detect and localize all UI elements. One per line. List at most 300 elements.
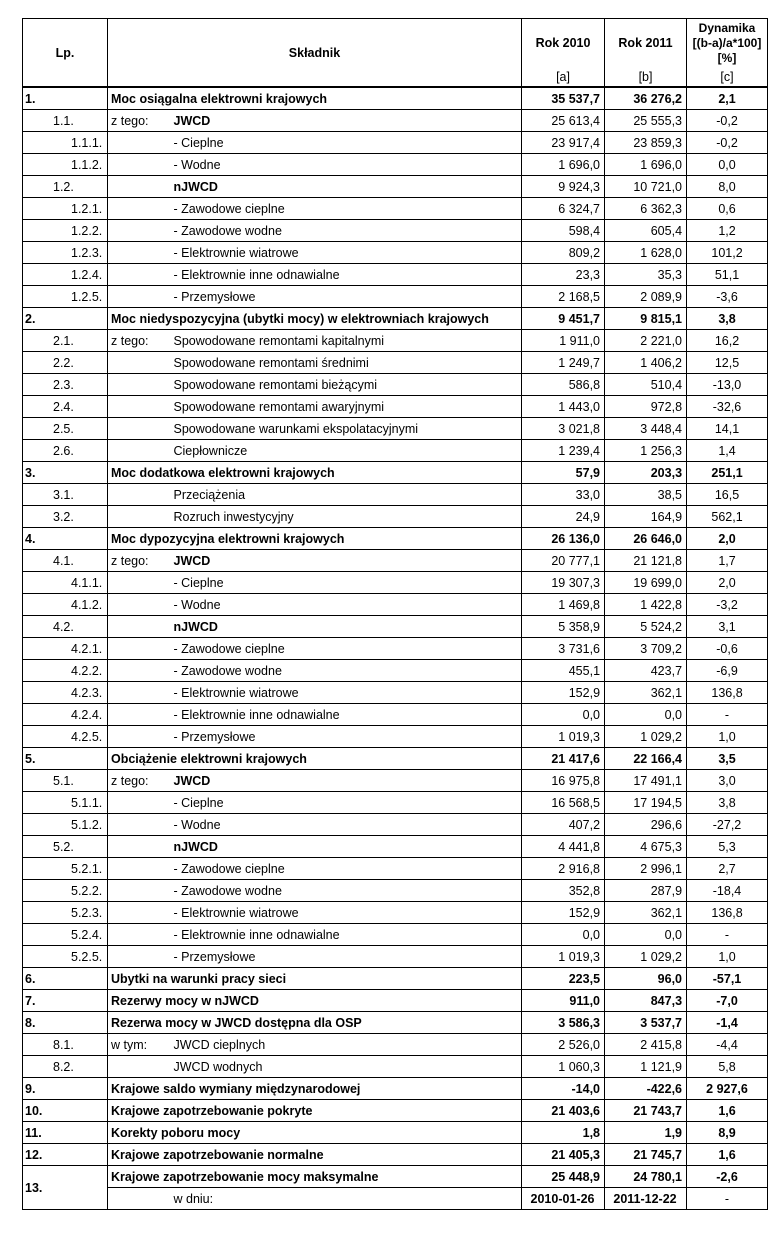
table-row	[23, 902, 768, 924]
row-value-2010: 223,5	[522, 968, 605, 990]
row-lp: 8.2.	[23, 1056, 108, 1078]
table-row	[23, 792, 768, 814]
row-qualifier	[108, 264, 171, 286]
row-qualifier	[108, 440, 171, 462]
row-dynamics: 16,2	[687, 330, 768, 352]
row-value-2011: 2 089,9	[605, 286, 687, 308]
row-qualifier	[108, 726, 171, 748]
row-dynamics: -	[687, 704, 768, 726]
row-name: Spowodowane remontami bieżącymi	[171, 374, 522, 396]
row-value-2011: 362,1	[605, 902, 687, 924]
row-value-2011: 9 815,1	[605, 308, 687, 330]
row-value-2011: 2 415,8	[605, 1034, 687, 1056]
row-value-2010: 3 586,3	[522, 1012, 605, 1034]
row-qualifier	[108, 176, 171, 198]
table-row	[23, 1034, 768, 1056]
row-name: nJWCD	[171, 176, 522, 198]
row-value-2011: 4 675,3	[605, 836, 687, 858]
row-value-2011: 296,6	[605, 814, 687, 836]
row-date-2011: 2011-12-22	[605, 1188, 687, 1210]
row-dynamics: 14,1	[687, 418, 768, 440]
row-value-2010: 3 021,8	[522, 418, 605, 440]
row-lp: 4.1.1.	[23, 572, 108, 594]
row-name: Ciepłownicze	[171, 440, 522, 462]
row-qualifier	[108, 506, 171, 528]
row-lp: 1.2.4.	[23, 264, 108, 286]
table-row	[23, 968, 768, 990]
row-qualifier	[108, 572, 171, 594]
table-row	[23, 506, 768, 528]
row-value-2011: 423,7	[605, 660, 687, 682]
row-value-2011: 10 721,0	[605, 176, 687, 198]
table-row	[23, 704, 768, 726]
row-qualifier	[108, 704, 171, 726]
row-name: Moc niedyspozycyjna (ubytki mocy) w elektrowniach krajowych	[108, 308, 522, 330]
row-value-2010: 21 403,6	[522, 1100, 605, 1122]
row-qualifier: z tego:	[108, 550, 171, 572]
row-dynamics: -7,0	[687, 990, 768, 1012]
table-row	[23, 1122, 768, 1144]
row-value-2010: 1 443,0	[522, 396, 605, 418]
row-value-2011: 24 780,1	[605, 1166, 687, 1188]
table-row	[23, 132, 768, 154]
table-row	[23, 110, 768, 132]
row-lp: 3.1.	[23, 484, 108, 506]
table-row	[23, 660, 768, 682]
table-row	[23, 770, 768, 792]
row-value-2011: 21 745,7	[605, 1144, 687, 1166]
row-qualifier	[108, 352, 171, 374]
row-value-2010: 911,0	[522, 990, 605, 1012]
header-dynamika	[687, 19, 768, 68]
row-value-2011: 2 996,1	[605, 858, 687, 880]
row-dynamics: -3,6	[687, 286, 768, 308]
row-value-2010: 598,4	[522, 220, 605, 242]
row-value-2010: 23,3	[522, 264, 605, 286]
row-dynamics: 2,0	[687, 572, 768, 594]
row-name: Przeciążenia	[171, 484, 522, 506]
row-value-2010: 352,8	[522, 880, 605, 902]
table-row	[23, 682, 768, 704]
row-value-2011: 847,3	[605, 990, 687, 1012]
row-qualifier	[108, 660, 171, 682]
row-dynamics: -57,1	[687, 968, 768, 990]
row-value-2010: 24,9	[522, 506, 605, 528]
header-lp: Lp.	[23, 19, 108, 88]
row-value-2011: 1 696,0	[605, 154, 687, 176]
row-name: - Wodne	[171, 814, 522, 836]
row-lp: 4.2.1.	[23, 638, 108, 660]
table-row	[23, 726, 768, 748]
row-value-2010: 19 307,3	[522, 572, 605, 594]
row-value-2011: -422,6	[605, 1078, 687, 1100]
header-row	[23, 19, 768, 68]
row-name: - Elektrownie inne odnawialne	[171, 264, 522, 286]
row-value-2011: 3 709,2	[605, 638, 687, 660]
row-qualifier	[108, 594, 171, 616]
row-name: Moc osiągalna elektrowni krajowych	[108, 87, 522, 110]
row-dynamics: 2,1	[687, 87, 768, 110]
row-dynamics: 101,2	[687, 242, 768, 264]
row-value-2010: 586,8	[522, 374, 605, 396]
table-row	[23, 264, 768, 286]
table-row	[23, 242, 768, 264]
row-lp: 4.2.2.	[23, 660, 108, 682]
row-name: JWCD	[171, 110, 522, 132]
row-value-2011: 23 859,3	[605, 132, 687, 154]
row-value-2011: 1 422,8	[605, 594, 687, 616]
row-dynamics: -0,6	[687, 638, 768, 660]
row-value-2011: 0,0	[605, 924, 687, 946]
row-name: - Przemysłowe	[171, 286, 522, 308]
header-sub-c: [c]	[687, 68, 768, 87]
row-value-2010: 9 451,7	[522, 308, 605, 330]
table-row	[23, 748, 768, 770]
row-dynamics: -6,9	[687, 660, 768, 682]
row-value-2010: 407,2	[522, 814, 605, 836]
row-value-2011: 0,0	[605, 704, 687, 726]
row-lp: 4.1.2.	[23, 594, 108, 616]
row-name: - Zawodowe cieplne	[171, 638, 522, 660]
row-lp: 8.	[23, 1012, 108, 1034]
row-lp: 1.	[23, 87, 108, 110]
row-value-2011: 26 646,0	[605, 528, 687, 550]
table-row	[23, 1012, 768, 1034]
row-value-2011: 5 524,2	[605, 616, 687, 638]
power-balance-table	[22, 18, 768, 1210]
table-row	[23, 440, 768, 462]
row-dynamics: 1,7	[687, 550, 768, 572]
row-qualifier	[108, 396, 171, 418]
row-qualifier: z tego:	[108, 770, 171, 792]
row-value-2010: 20 777,1	[522, 550, 605, 572]
row-name: - Wodne	[171, 594, 522, 616]
row-value-2011: 1 029,2	[605, 946, 687, 968]
row-dynamics: 1,0	[687, 946, 768, 968]
row-lp: 5.	[23, 748, 108, 770]
row-dynamics: 136,8	[687, 682, 768, 704]
row-name: JWCD	[171, 770, 522, 792]
row-value-2011: 1 256,3	[605, 440, 687, 462]
row-dynamics: -0,2	[687, 132, 768, 154]
table-row	[23, 1188, 768, 1210]
row-lp: 1.2.2.	[23, 220, 108, 242]
row-qualifier	[108, 880, 171, 902]
row-dynamics: -13,0	[687, 374, 768, 396]
row-qualifier	[108, 682, 171, 704]
row-value-2010: 152,9	[522, 682, 605, 704]
row-name: - Cieplne	[171, 132, 522, 154]
row-dynamics: 5,8	[687, 1056, 768, 1078]
table-row	[23, 550, 768, 572]
row-name: - Elektrownie inne odnawialne	[171, 924, 522, 946]
row-value-2011: 2 221,0	[605, 330, 687, 352]
row-qualifier	[108, 242, 171, 264]
row-value-2010: 21 405,3	[522, 1144, 605, 1166]
row-value-2010: 1 696,0	[522, 154, 605, 176]
row-dynamics: 5,3	[687, 836, 768, 858]
row-qualifier	[108, 154, 171, 176]
row-name: Spowodowane remontami kapitalnymi	[171, 330, 522, 352]
row-name: - Zawodowe wodne	[171, 660, 522, 682]
row-name: Spowodowane remontami awaryjnymi	[171, 396, 522, 418]
row-dynamics: 8,0	[687, 176, 768, 198]
row-value-2011: 605,4	[605, 220, 687, 242]
row-lp: 5.2.3.	[23, 902, 108, 924]
row-name: - Przemysłowe	[171, 946, 522, 968]
row-value-2010: 809,2	[522, 242, 605, 264]
row-value-2011: 35,3	[605, 264, 687, 286]
row-qualifier	[108, 374, 171, 396]
header-rok-2010: Rok 2010	[522, 19, 605, 68]
row-lp: 6.	[23, 968, 108, 990]
table-row	[23, 924, 768, 946]
row-value-2010: 3 731,6	[522, 638, 605, 660]
row-name: Krajowe zapotrzebowanie normalne	[108, 1144, 522, 1166]
table-row	[23, 638, 768, 660]
row-value-2011: 1,9	[605, 1122, 687, 1144]
row-qualifier	[108, 418, 171, 440]
row-value-2011: 972,8	[605, 396, 687, 418]
row-value-2010: 0,0	[522, 924, 605, 946]
row-qualifier	[108, 1056, 171, 1078]
table-row	[23, 528, 768, 550]
row-qualifier	[108, 924, 171, 946]
row-value-2010: 16 568,5	[522, 792, 605, 814]
table-row	[23, 220, 768, 242]
row-value-2011: 1 121,9	[605, 1056, 687, 1078]
row-qualifier	[108, 814, 171, 836]
row-qualifier	[108, 858, 171, 880]
row-lp: 11.	[23, 1122, 108, 1144]
row-lp: 13.	[23, 1166, 108, 1210]
table-row	[23, 836, 768, 858]
row-name: - Zawodowe cieplne	[171, 198, 522, 220]
table-row	[23, 946, 768, 968]
row-lp: 4.1.	[23, 550, 108, 572]
row-lp: 4.2.5.	[23, 726, 108, 748]
table-row	[23, 308, 768, 330]
row-value-2010: 33,0	[522, 484, 605, 506]
row-lp: 2.2.	[23, 352, 108, 374]
row-qualifier	[108, 1188, 171, 1210]
row-lp: 5.2.4.	[23, 924, 108, 946]
row-value-2011: 6 362,3	[605, 198, 687, 220]
row-qualifier	[108, 132, 171, 154]
header-rok-2011: Rok 2011	[605, 19, 687, 68]
table-row	[23, 396, 768, 418]
row-name: - Elektrownie wiatrowe	[171, 902, 522, 924]
row-name: Moc dypozycyjna elektrowni krajowych	[108, 528, 522, 550]
table-row	[23, 352, 768, 374]
row-qualifier	[108, 902, 171, 924]
row-qualifier	[108, 484, 171, 506]
table-row	[23, 880, 768, 902]
table-row	[23, 990, 768, 1012]
row-name: Ubytki na warunki pracy sieci	[108, 968, 522, 990]
row-dynamics: 12,5	[687, 352, 768, 374]
table-row	[23, 374, 768, 396]
row-qualifier: z tego:	[108, 330, 171, 352]
header-dynamika-line1: Dynamika	[698, 20, 756, 35]
table-row	[23, 858, 768, 880]
row-value-2011: 17 491,1	[605, 770, 687, 792]
row-lp: 4.	[23, 528, 108, 550]
table-row	[23, 462, 768, 484]
row-day-label: w dniu:	[171, 1188, 522, 1210]
row-dynamics: 3,8	[687, 792, 768, 814]
row-value-2011: 164,9	[605, 506, 687, 528]
row-lp: 9.	[23, 1078, 108, 1100]
row-value-2011: 3 537,7	[605, 1012, 687, 1034]
row-qualifier: z tego:	[108, 110, 171, 132]
row-name: Obciążenie elektrowni krajowych	[108, 748, 522, 770]
table-row	[23, 198, 768, 220]
table-row	[23, 572, 768, 594]
row-name: Krajowe zapotrzebowanie mocy maksymalne	[108, 1166, 522, 1188]
row-dynamics: 1,6	[687, 1144, 768, 1166]
row-dynamics: -18,4	[687, 880, 768, 902]
row-dynamics: 1,6	[687, 1100, 768, 1122]
row-dynamics: 3,8	[687, 308, 768, 330]
row-name: - Elektrownie inne odnawialne	[171, 704, 522, 726]
row-value-2010: 0,0	[522, 704, 605, 726]
row-dynamics: 2,0	[687, 528, 768, 550]
row-value-2010: 1 019,3	[522, 946, 605, 968]
row-dynamics: 51,1	[687, 264, 768, 286]
row-dynamics: 3,1	[687, 616, 768, 638]
header-dynamika-line2: [(b-a)/a*100]	[692, 35, 762, 50]
row-value-2011: 21 121,8	[605, 550, 687, 572]
row-value-2011: 19 699,0	[605, 572, 687, 594]
row-value-2011: 3 448,4	[605, 418, 687, 440]
row-value-2010: 2 916,8	[522, 858, 605, 880]
row-dynamics: -32,6	[687, 396, 768, 418]
row-name: - Cieplne	[171, 792, 522, 814]
row-value-2010: 6 324,7	[522, 198, 605, 220]
data-table	[22, 18, 768, 1210]
row-lp: 7.	[23, 990, 108, 1012]
row-name: - Wodne	[171, 154, 522, 176]
row-dynamics: -27,2	[687, 814, 768, 836]
row-value-2010: 5 358,9	[522, 616, 605, 638]
row-qualifier	[108, 946, 171, 968]
row-lp: 4.2.	[23, 616, 108, 638]
row-dynamics: -0,2	[687, 110, 768, 132]
row-lp: 5.2.5.	[23, 946, 108, 968]
row-value-2010: 9 924,3	[522, 176, 605, 198]
row-name: Rozruch inwestycyjny	[171, 506, 522, 528]
row-name: - Cieplne	[171, 572, 522, 594]
row-value-2010: 152,9	[522, 902, 605, 924]
row-value-2010: 1 469,8	[522, 594, 605, 616]
row-name: nJWCD	[171, 616, 522, 638]
row-name: Krajowe saldo wymiany międzynarodowej	[108, 1078, 522, 1100]
row-dynamics: 562,1	[687, 506, 768, 528]
row-dynamics: 1,4	[687, 440, 768, 462]
row-name: Rezerwa mocy w JWCD dostępna dla OSP	[108, 1012, 522, 1034]
row-dynamics: 3,5	[687, 748, 768, 770]
row-lp: 3.2.	[23, 506, 108, 528]
row-value-2010: 2 526,0	[522, 1034, 605, 1056]
row-value-2010: 1 060,3	[522, 1056, 605, 1078]
row-value-2010: 16 975,8	[522, 770, 605, 792]
row-lp: 1.2.1.	[23, 198, 108, 220]
row-dynamics: 1,2	[687, 220, 768, 242]
row-value-2010: 4 441,8	[522, 836, 605, 858]
row-value-2011: 25 555,3	[605, 110, 687, 132]
row-name: Korekty poboru mocy	[108, 1122, 522, 1144]
row-lp: 4.2.4.	[23, 704, 108, 726]
row-dynamics: 3,0	[687, 770, 768, 792]
row-lp: 2.	[23, 308, 108, 330]
row-name: JWCD cieplnych	[171, 1034, 522, 1056]
row-dynamics: 0,6	[687, 198, 768, 220]
row-name: Spowodowane warunkami ekspolatacyjnymi	[171, 418, 522, 440]
row-name: nJWCD	[171, 836, 522, 858]
row-dynamics: -	[687, 924, 768, 946]
table-row	[23, 1100, 768, 1122]
row-qualifier	[108, 792, 171, 814]
table-row	[23, 330, 768, 352]
row-dynamics: 1,0	[687, 726, 768, 748]
row-dynamics: 251,1	[687, 462, 768, 484]
row-qualifier	[108, 836, 171, 858]
header-dynamika-line3: [%]	[717, 50, 737, 65]
row-qualifier	[108, 220, 171, 242]
row-lp: 5.2.	[23, 836, 108, 858]
row-lp: 10.	[23, 1100, 108, 1122]
row-qualifier	[108, 286, 171, 308]
row-value-2010: 2 168,5	[522, 286, 605, 308]
row-lp: 5.2.1.	[23, 858, 108, 880]
row-lp: 1.2.	[23, 176, 108, 198]
table-row	[23, 286, 768, 308]
row-lp: 12.	[23, 1144, 108, 1166]
row-value-2010: 1 019,3	[522, 726, 605, 748]
row-value-2011: 22 166,4	[605, 748, 687, 770]
row-lp: 4.2.3.	[23, 682, 108, 704]
row-lp: 1.1.	[23, 110, 108, 132]
row-value-2011: 1 406,2	[605, 352, 687, 374]
row-qualifier: w tym:	[108, 1034, 171, 1056]
row-dynamics: 2,7	[687, 858, 768, 880]
row-value-2010: 1 911,0	[522, 330, 605, 352]
table-row	[23, 484, 768, 506]
table-row	[23, 154, 768, 176]
row-dynamics: -2,6	[687, 1166, 768, 1188]
row-name: - Zawodowe wodne	[171, 220, 522, 242]
row-value-2011: 203,3	[605, 462, 687, 484]
row-dynamics: 136,8	[687, 902, 768, 924]
row-name: Rezerwy mocy w nJWCD	[108, 990, 522, 1012]
row-date-dynamics: -	[687, 1188, 768, 1210]
row-dynamics: -3,2	[687, 594, 768, 616]
row-name: - Zawodowe wodne	[171, 880, 522, 902]
row-lp: 5.1.2.	[23, 814, 108, 836]
row-value-2011: 17 194,5	[605, 792, 687, 814]
row-lp: 2.3.	[23, 374, 108, 396]
row-dynamics: 8,9	[687, 1122, 768, 1144]
row-lp: 2.6.	[23, 440, 108, 462]
row-lp: 5.2.2.	[23, 880, 108, 902]
row-qualifier	[108, 198, 171, 220]
table-row	[23, 1144, 768, 1166]
header-sub-b: [b]	[605, 68, 687, 87]
row-value-2011: 1 029,2	[605, 726, 687, 748]
row-lp: 3.	[23, 462, 108, 484]
row-name: - Przemysłowe	[171, 726, 522, 748]
